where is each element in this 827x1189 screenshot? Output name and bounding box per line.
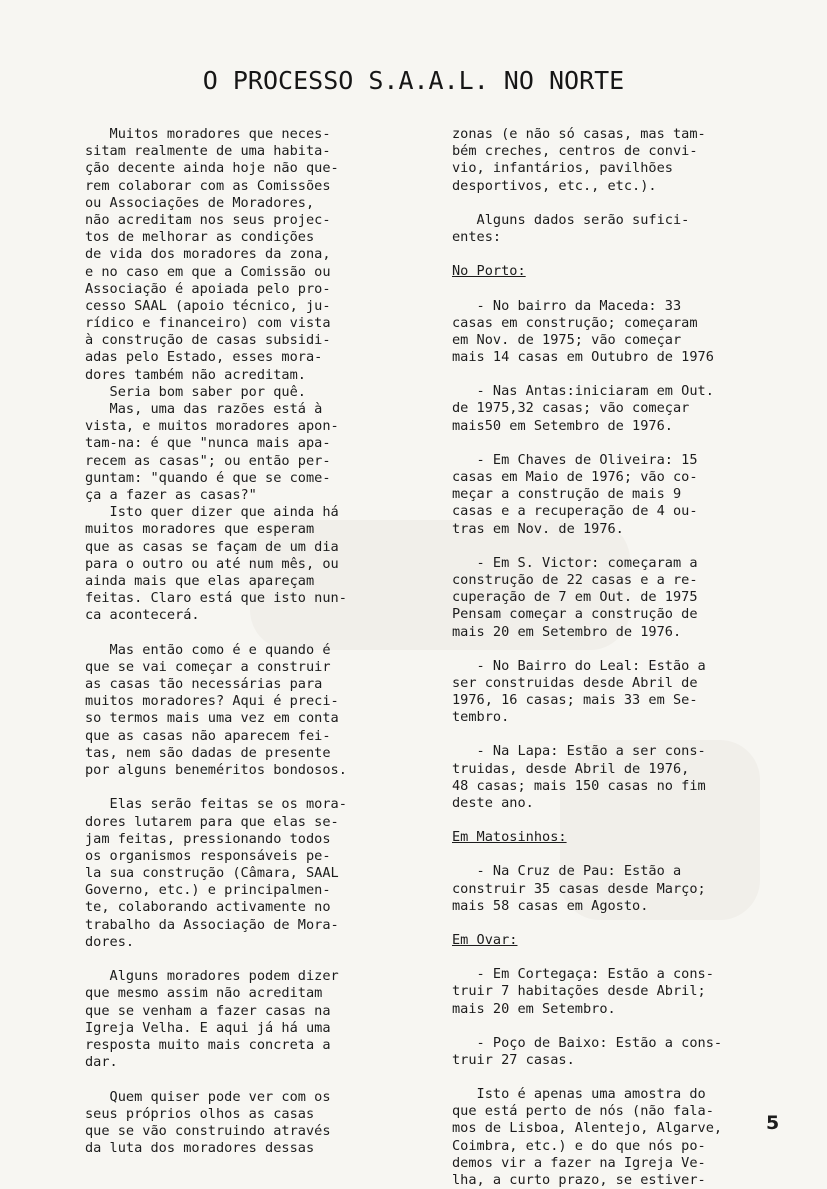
body-line: guntam: "quando é que se come- (85, 469, 331, 486)
item-line: mais 20 em Setembro de 1976. (452, 623, 682, 640)
item-line: - Nas Antas:iniciaram em Out. (452, 383, 714, 400)
body-line: Muitos moradores que neces- (85, 126, 331, 142)
spacer (452, 726, 792, 743)
body-line: dores. (85, 933, 135, 950)
spacer (452, 281, 792, 298)
body-line (85, 779, 405, 796)
body-line: Mas, uma das razões está à (85, 401, 323, 417)
body-line: Alguns dados serão sufici- (452, 211, 690, 228)
body-line: e no caso em que a Comissão ou (85, 263, 331, 280)
body-line: que se vai começar a construir (85, 658, 331, 675)
item-line: mais50 em Setembro de 1976. (452, 417, 673, 434)
body-line: Elas serão feitas se os mora- (85, 796, 347, 813)
body-line: feitas. Claro está que isto nun- (85, 590, 347, 607)
body-line: Isto quer dizer que ainda há (85, 504, 339, 521)
item-line: - Na Lapa: Estão a ser cons- (452, 743, 706, 760)
body-line: que se venham a fazer casas na (85, 1002, 331, 1019)
spacer (452, 538, 792, 555)
body-line: os organismos responsáveis pe- (85, 847, 331, 864)
spacer (452, 1018, 792, 1035)
section-heading-matosinhos: Em Matosinhos: (452, 829, 567, 846)
body-line: adas pelo Estado, esses mora- (85, 349, 323, 366)
spacer (452, 812, 792, 829)
body-line: dar. (85, 1054, 118, 1071)
right-column (452, 126, 792, 1189)
body-line: Isto é apenas uma amostra do (452, 1086, 706, 1103)
body-line: Alguns moradores podem dizer (85, 968, 339, 985)
section-heading-porto: No Porto: (452, 263, 526, 280)
item-line: truir 27 casas. (452, 1051, 575, 1068)
item-line: construção de 22 casas e a re- (452, 571, 698, 588)
body-line: muitos moradores? Aqui é preci- (85, 693, 339, 710)
body-line: da luta dos moradores dessas (85, 1140, 315, 1157)
body-line: ou Associações de Moradores, (85, 194, 315, 211)
body-line: mos de Lisboa, Alentejo, Algarve, (452, 1120, 723, 1137)
spacer (452, 641, 792, 658)
body-line: vista, e muitos moradores apon- (85, 418, 339, 435)
body-line: desportivos, etc., etc.). (452, 177, 657, 194)
body-line: por alguns beneméritos bondosos. (85, 761, 347, 778)
body-line: muitos moradores que esperam (85, 521, 315, 538)
body-line: so termos mais uma vez em conta (85, 710, 339, 727)
body-line: rídico e financeiro) com vista (85, 315, 331, 332)
body-line: tos de melhorar as condições (85, 229, 315, 246)
body-line: tas, nem são dadas de presente (85, 744, 331, 761)
body-line: sitam realmente de uma habita- (85, 143, 331, 160)
spacer (452, 949, 792, 966)
spacer (452, 246, 792, 263)
body-line: cesso SAAL (apoio técnico, ju- (85, 297, 331, 314)
item-line: ser construidas desde Abril de (452, 674, 698, 691)
body-line (85, 951, 405, 968)
body-line: Seria bom saber por quê. (85, 383, 306, 400)
item-line: cuperação de 7 em Out. de 1975 (452, 589, 698, 606)
body-line: dores também não acreditam. (85, 366, 306, 383)
body-line: jam feitas, pressionando todos (85, 830, 331, 847)
item-line: - Em Chaves de Oliveira: 15 (452, 451, 698, 468)
body-line: que mesmo assim não acreditam (85, 985, 323, 1002)
body-line: recem as casas"; ou então per- (85, 452, 331, 469)
item-line: 1976, 16 casas; mais 33 em Se- (452, 692, 698, 709)
body-line: tam-na: é que "nunca mais apa- (85, 435, 331, 452)
body-line: dores lutarem para que elas se- (85, 813, 339, 830)
item-line: 48 casas; mais 150 casas no fim (452, 777, 706, 794)
item-line: - Em Cortegaça: Estão a cons- (452, 966, 714, 983)
item-line: mais 58 casas em Agosto. (452, 897, 649, 914)
body-line: ção decente ainda hoje não que- (85, 160, 339, 177)
item-line: truidas, desde Abril de 1976, (452, 760, 690, 777)
item-line: tras em Nov. de 1976. (452, 520, 624, 537)
body-line: seus próprios olhos as casas (85, 1105, 315, 1122)
spacer (452, 435, 792, 452)
body-line: que as casas se façam de um dia (85, 538, 339, 555)
body-line: de vida dos moradores da zona, (85, 246, 331, 263)
body-line: rem colaborar com as Comissões (85, 177, 331, 194)
item-line: - No bairro da Maceda: 33 (452, 297, 682, 314)
body-line: Governo, etc.) e principalmen- (85, 882, 331, 899)
body-line: Igreja Velha. E aqui já há uma (85, 1019, 331, 1036)
spacer (452, 915, 792, 932)
body-line: entes: (452, 229, 502, 246)
body-line: demos vir a fazer na Igreja Ve- (452, 1154, 706, 1171)
body-line: ça a fazer as casas?" (85, 486, 257, 503)
body-line: Associação é apoiada pelo pro- (85, 280, 331, 297)
body-line (85, 624, 405, 641)
body-line: não acreditam nos seus projec- (85, 211, 331, 228)
item-line: Pensam começar a construção de (452, 606, 698, 623)
item-line: truir 7 habitações desde Abril; (452, 983, 706, 1000)
item-line: tembro. (452, 709, 510, 726)
item-line: - Em S. Victor: começaram a (452, 554, 698, 571)
item-line: - Na Cruz de Pau: Estão a (452, 863, 682, 880)
body-line: ainda mais que elas apareçam (85, 572, 315, 589)
item-line: casas em construção; começaram (452, 314, 698, 331)
item-line: em Nov. de 1975; vão começar (452, 331, 682, 348)
item-line: meçar a construção de mais 9 (452, 486, 682, 503)
spacer (452, 846, 792, 863)
body-line (85, 1071, 405, 1088)
body-line: lha, a curto prazo, se estiver- (452, 1172, 706, 1188)
item-line: de 1975,32 casas; vão começar (452, 400, 690, 417)
body-line: à construção de casas subsidi- (85, 332, 331, 349)
body-line: resposta muito mais concreta a (85, 1036, 331, 1053)
item-line: construir 35 casas desde Março; (452, 880, 706, 897)
page-number: 5 (766, 1112, 780, 1134)
item-line: deste ano. (452, 795, 534, 811)
body-line: para o outro ou até num mês, ou (85, 555, 339, 572)
spacer (452, 366, 792, 383)
body-line (452, 195, 792, 212)
section-heading-ovar: Em Ovar: (452, 931, 518, 948)
body-line: zonas (e não só casas, mas tam- (452, 126, 706, 142)
item-line: casas e a recuperação de 4 ou- (452, 503, 698, 520)
item-line: - Poço de Baixo: Estão a cons- (452, 1034, 723, 1051)
body-line: ca acontecerá. (85, 607, 200, 624)
body-line: que se vão construindo através (85, 1122, 331, 1139)
item-line: - No Bairro do Leal: Estão a (452, 657, 706, 674)
left-column (85, 126, 405, 1157)
body-line: que as casas não aparecem fei- (85, 727, 331, 744)
body-line: que está perto de nós (não fala- (452, 1103, 714, 1120)
spacer (452, 1069, 792, 1086)
body-line: la sua construção (Câmara, SAAL (85, 865, 339, 882)
body-line: vio, infantários, pavilhões (452, 160, 673, 177)
body-line: as casas tão necessárias para (85, 676, 323, 692)
item-line: mais 14 casas em Outubro de 1976 (452, 349, 714, 366)
body-line: Coimbra, etc.) e do que nós po- (452, 1137, 706, 1154)
body-line: Quem quiser pode ver com os (85, 1088, 331, 1105)
body-line: te, colaborando activamente no (85, 899, 331, 916)
body-line: trabalho da Associação de Mora- (85, 916, 339, 933)
body-line: bém creches, centros de convi- (452, 143, 698, 160)
body-line: Mas então como é e quando é (85, 641, 331, 658)
item-line: casas em Maio de 1976; vão co- (452, 469, 698, 485)
item-line: mais 20 em Setembro. (452, 1000, 616, 1017)
page-title: O PROCESSO S.A.A.L. NO NORTE (202, 66, 625, 95)
